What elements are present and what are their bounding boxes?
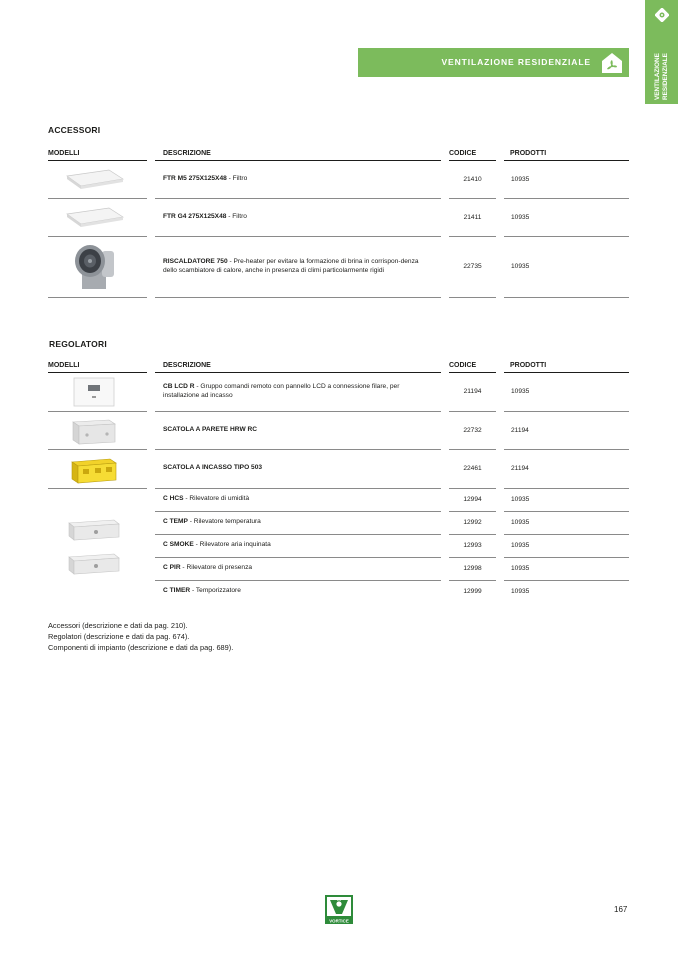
lcd-control-panel-image [72,376,116,408]
product-name: SCATOLA A PARETE HRW RC [163,425,258,433]
section-banner [358,48,629,77]
product-prodotti: 10935 [511,588,530,596]
side-tab-line1: VENTILAZIONE [654,53,661,100]
product-prodotti: 10935 [504,557,629,580]
duct-heater-image [68,241,120,293]
product-desc: - Rilevatore temperatura [187,518,261,526]
sensor-module-image [66,516,122,542]
col-codice: CODICE [449,146,496,160]
product-name: FTR M5 275X125X48 [163,174,227,182]
regolatori-title: REGOLATORI [49,339,107,349]
footnotes [48,620,233,653]
product-prodotti: 21194 [504,449,629,488]
regolatori-table [48,358,629,603]
product-desc: - Filtro [226,212,247,220]
product-desc: - Temporizzatore [190,587,241,595]
col-descrizione: DESCRIZIONE [155,146,441,160]
table-header-row [48,358,629,372]
table-row [48,236,629,297]
product-desc: - Rilevatore di presenza [180,564,253,572]
product-code: 12994 [449,488,496,511]
product-prodotti: 10935 [504,534,629,557]
product-code: 12992 [449,511,496,534]
product-code: 21411 [449,198,496,236]
product-code: 12999 [463,588,482,596]
filter-panel-image [63,167,125,191]
product-prodotti: 10935 [504,488,629,511]
product-prodotti: 21194 [504,411,629,449]
product-code: 22461 [449,449,496,488]
filter-panel-image [63,205,125,229]
footnote: Regolatori (descrizione e dati da pag. 674). [48,632,190,641]
accessori-title: ACCESSORI [48,125,101,135]
table-row [48,198,629,236]
logo-brand: VORTICE [329,918,349,924]
banner-title: VENTILAZIONE RESIDENZIALE [441,57,591,67]
col-codice: CODICE [449,358,496,372]
product-prodotti: 10935 [504,236,629,297]
product-code: 21194 [449,372,496,411]
product-desc: - Filtro [226,174,248,182]
product-code: 12998 [449,557,496,580]
house-fan-icon [601,52,623,74]
product-name: CB LCD R [163,382,195,390]
wall-box-image [69,414,119,446]
product-name: FTR G4 275X125X48 [163,212,227,220]
table-header-row [48,146,629,160]
vortice-logo [325,895,353,924]
side-tab-label [648,26,674,100]
product-name: SCATOLA A INCASSO TIPO 503 [163,464,263,472]
product-desc: - Rilevatore aria inquinata [193,541,271,549]
product-name: C SMOKE [163,541,194,549]
product-prodotti: 10935 [504,372,629,411]
table-row [48,449,629,488]
product-name: C TIMER [163,587,191,595]
product-prodotti: 10935 [504,160,629,198]
side-tab-line2: RESIDENZIALE [662,53,669,100]
col-prodotti: PRODOTTI [504,358,629,372]
product-code: 12993 [449,534,496,557]
house-fan-icon [655,8,669,22]
col-prodotti: PRODOTTI [504,146,629,160]
product-name: RISCALDATORE 750 [163,257,228,265]
accessori-table [48,146,629,298]
col-modelli: MODELLI [48,146,147,160]
product-prodotti: 10935 [504,511,629,534]
product-desc: - Rilevatore di umidità [183,495,250,503]
product-name: C PIR [163,564,181,572]
table-row [48,160,629,198]
flush-box-image [69,453,119,485]
footnote: Accessori (descrizione e dati da pag. 210). [48,621,188,630]
product-code: 22732 [449,411,496,449]
table-row [48,488,629,511]
product-code: 22735 [449,236,496,297]
col-descrizione: DESCRIZIONE [155,358,441,372]
product-code: 21410 [449,160,496,198]
product-prodotti: 10935 [504,198,629,236]
col-modelli: MODELLI [48,358,147,372]
page-number: 167 [614,905,628,914]
product-name: C TEMP [163,518,188,526]
product-desc: - Gruppo comandi remoto con pannello LCD a connessione filare, per installazione ad incasso [163,382,400,399]
sensor-module-image [66,550,122,576]
table-row [48,372,629,411]
side-tab [645,0,678,104]
table-row [48,411,629,449]
product-desc: - Pre-heater per evitare la formazione di brina in corrispon-denza dello scambiatore di calore, anche in presenza di climi particolarmente rigidi [163,257,419,274]
product-name: C HCS [163,495,184,503]
footnote: Componenti di impianto (descrizione e dati da pag. 689). [48,643,234,652]
